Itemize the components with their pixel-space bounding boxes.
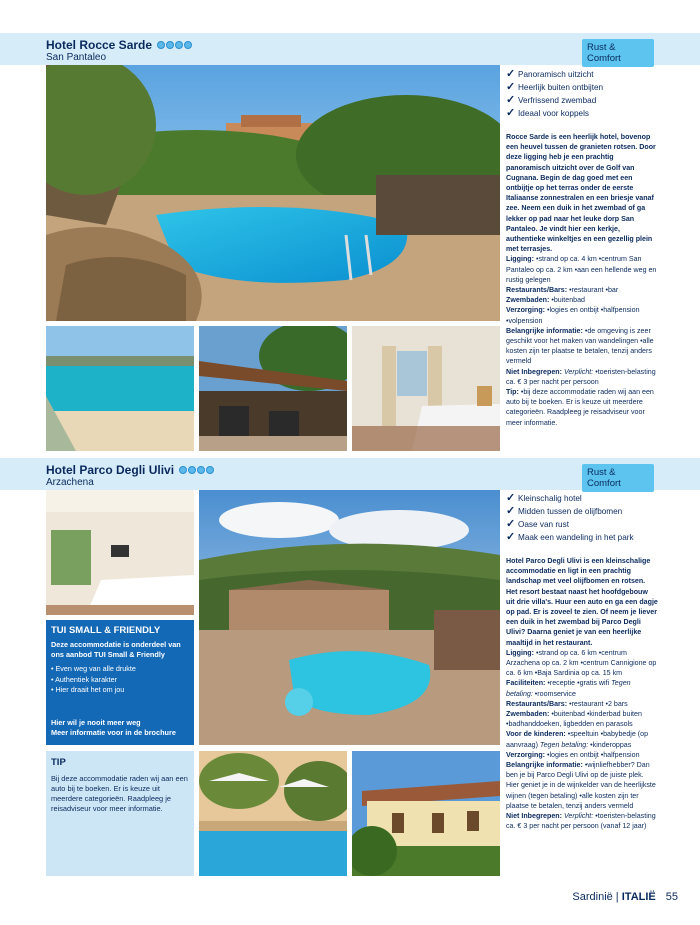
small-friendly-box	[46, 620, 194, 745]
list-item: ✓ Ideaal voor koppels	[506, 107, 590, 119]
page-number: 55	[665, 891, 678, 903]
detail-verzorging: Verzorging: •logies en ontbijt •halfpension	[506, 750, 640, 759]
detail-faciliteiten: Faciliteiten: •receptie •gratis wifi Tegen betaling: •roomservice	[506, 679, 631, 698]
hotel1-intro: Rocce Sarde is een heerlijk hotel, bovenop een heuvel tussen de granieten rotsen. Door deze ligging heb je een prachtig panoramisch uitzicht over de Golf van Cugnana. Begin de dag goed met een ontbijtje op het terras onder de eerste Italiaanse zonnestralen en een briesje vanaf zee. Neem een duik in het zwembad of ga lekker op pad naar het leuke dorp San Pantaleo. Je vindt hier een kerkje, authentieke winkeltjes en een gezellig plein met terrasjes.	[506, 133, 656, 254]
list-item: • Hier draait het om jou	[51, 685, 125, 694]
hotel2-title	[46, 463, 214, 477]
checkmark-icon: ✓	[506, 68, 516, 80]
small-friendly-list	[51, 664, 189, 696]
hotel1-title	[46, 38, 192, 52]
hotel2-tag[interactable]: Rust & Comfort	[582, 464, 654, 492]
small-friendly-subtitle: Deze accommodatie is onderdeel van ons aanbod TUI Small & Friendly	[51, 640, 181, 659]
pool-photo-icon	[46, 65, 500, 321]
list-item: ✓ Verfrissend zwembad	[506, 94, 597, 106]
detail-ligging: Ligging: •strand op ca. 4 km •centrum San Pantaleo op ca. 2 km •aan een hellende weg en rustig gelegen	[506, 255, 657, 284]
footer-region: Sardinië	[572, 891, 613, 903]
detail-belangrijke-info: Belangrijke informatie: •de omgeving is zeer geschikt voor het maken van wandelingen •alle kosten zijn ter plaatse te betalen, tenzij anders vermeld	[506, 326, 654, 366]
detail-niet-inbegrepen: Niet Inbegrepen: Verplicht: •toeristen-belasting ca. € 3 per nacht per persoon (vanaf 12 jaar)	[506, 812, 656, 831]
hotel1-description	[506, 132, 658, 428]
list-item: ✓ Maak een wandeling in het park	[506, 531, 634, 543]
list-item: ✓ Panoramisch uitzicht	[506, 68, 594, 80]
list-item: ✓ Heerlijk buiten ontbijten	[506, 81, 604, 93]
hotel2-photo-room	[46, 490, 194, 615]
detail-restaurants: Restaurants/Bars: •restaurant •bar	[506, 286, 619, 295]
detail-tip: Tip: •bij deze accommodatie raden wij aan een auto bij te boeken. Er is keuze uit meerdere categorieën. Raadpleeg je reisadviseur voor meer informatie.	[506, 388, 654, 427]
hotel1-photo-terrace	[199, 326, 347, 451]
small-friendly-footer: Hier wil je nooit meer weg Meer informatie voor in de brochure	[51, 718, 176, 737]
page-footer: Sardinië | ITALIË 55	[572, 891, 678, 903]
small-friendly-title: TUI SMALL & FRIENDLY	[51, 625, 161, 636]
hotel1-main-photo	[46, 65, 500, 321]
footer-country: ITALIË	[621, 891, 656, 903]
checkmark-icon: ✓	[506, 531, 516, 543]
hotel2-main-photo	[199, 490, 500, 745]
hotel1-rating-suns-icon	[157, 41, 192, 49]
list-item: ✓ Midden tussen de olijfbomen	[506, 505, 623, 517]
hotel2-photo-building	[352, 751, 500, 876]
detail-zwembaden: Zwembaden: •buitenbad	[506, 296, 585, 305]
list-item: • Authentiek karakter	[51, 674, 118, 684]
tip-box	[46, 751, 194, 876]
checkmark-icon: ✓	[506, 94, 516, 106]
resort-aerial-photo-icon	[199, 490, 500, 745]
list-item: ✓ Kleinschalig hotel	[506, 492, 582, 504]
detail-verzorging: Verzorging: •logies en ontbijt •halfpension •volpension	[506, 306, 640, 325]
checkmark-icon: ✓	[506, 518, 516, 530]
hotel2-location: Arzachena	[46, 477, 94, 488]
hotel1-feature-list	[506, 68, 603, 120]
detail-belangrijke-info: Belangrijke informatie: •wijnliefhebber? Dan ben je bij Parco Degli Ulivi op de juiste plek. Hier geniet je in de wijnkelder van de heerlijkste wijnen (tegen betaling) •alle kosten zijn ter plaatse te betalen, tenzij anders vermeld	[506, 761, 656, 810]
tip-text: Bij deze accommodatie raden wij aan een auto bij te boeken. Er is keuze uit meerdere categorieën. Raadpleeg je reisadviseur voor meer informatie.	[51, 774, 188, 813]
checkmark-icon: ✓	[506, 505, 516, 517]
hotel2-name: Hotel Parco Degli Ulivi	[46, 463, 175, 477]
checkmark-icon: ✓	[506, 107, 516, 119]
hotel2-intro: Hotel Parco Degli Ulivi is een kleinschalige accommodatie en ligt in een prachtig landschap met veel olijfbomen en rotsen. Het resort bestaat naast het hoofdgebouw uit drie villa's. Huur een auto en ga een dagje op pad. Er is zoveel te zien. Of neem je liever een duik in het zwembad bij Parco Degli Ulivi? Daarna geniet je van een heerlijke maaltijd in het restaurant.	[506, 557, 658, 647]
building-photo-icon	[352, 751, 500, 876]
beach-photo-icon	[46, 326, 194, 451]
room-photo-icon	[46, 490, 194, 615]
hotel2-feature-list	[506, 492, 634, 544]
terrace-photo-icon	[199, 326, 347, 451]
detail-kinderen: Voor de kinderen: •speeltuin •babybedje (op aanvraag) Tegen betaling: •kinderoppas	[506, 730, 649, 749]
hotel1-photo-beach	[46, 326, 194, 451]
checkmark-icon: ✓	[506, 81, 516, 93]
detail-zwembaden: Zwembaden: •buitenbad •kinderbad buiten •badhanddoeken, ligbedden en parasols	[506, 710, 642, 729]
tip-title: TIP	[51, 757, 66, 768]
hotel2-description	[506, 556, 658, 831]
hotel2-rating-suns-icon	[179, 466, 214, 474]
detail-restaurants: Restaurants/Bars: •restaurant •2 bars	[506, 699, 628, 708]
hotel1-photo-room	[352, 326, 500, 451]
hotel1-name: Hotel Rocce Sarde	[46, 38, 153, 52]
hotel1-location: San Pantaleo	[46, 52, 107, 63]
hotel2-photo-pool	[199, 751, 347, 876]
checkmark-icon: ✓	[506, 492, 516, 504]
list-item: ✓ Oase van rust	[506, 518, 569, 530]
list-item: • Even weg van alle drukte	[51, 664, 136, 673]
detail-ligging: Ligging: •strand op ca. 6 km •centrum Arzachena op ca. 2 km •centrum Cannigione op ca. 6 km •Baja Sardinia op ca. 15 km	[506, 648, 657, 678]
hotel1-tag[interactable]: Rust & Comfort	[582, 39, 654, 67]
pool-photo-icon	[199, 751, 347, 876]
detail-niet-inbegrepen: Niet Inbegrepen: Verplicht: •toeristen-belasting ca. € 3 per nacht per persoon	[506, 367, 656, 386]
room-photo-icon	[352, 326, 500, 451]
